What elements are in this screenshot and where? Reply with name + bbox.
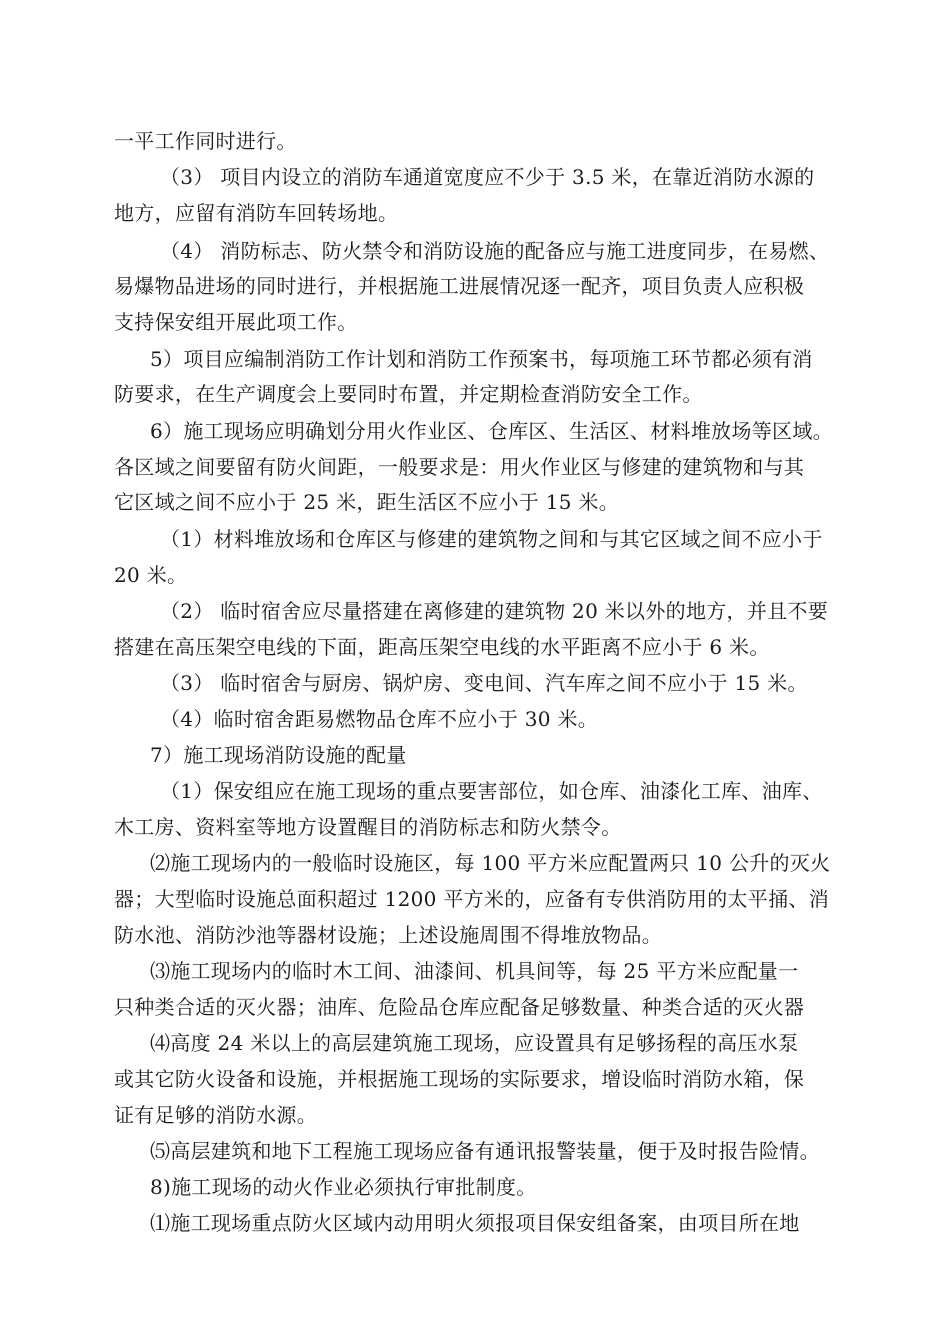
text-line: 木工房、资料室等地方设置醒目的消防标志和防火禁令。 xyxy=(114,815,622,839)
text-line: 各区域之间要留有防火间距，一般要求是：用火作业区与修建的建筑物和与其 xyxy=(114,455,805,479)
text-line: 7）施工现场消防设施的配量 xyxy=(150,743,407,767)
text-line: （4）临时宿舍距易燃物品仓库不应小于 30 米。 xyxy=(160,707,599,731)
text-line: ⑶施工现场内的临时木工间、油漆间、机具间等，每 25 平方米应配量一 xyxy=(150,959,799,983)
text-line: 一平工作同时进行。 xyxy=(114,129,297,153)
text-line: ⑴施工现场重点防火区域内动用明火须报项目保安组备案，由项目所在地 xyxy=(150,1211,800,1235)
text-line: （4） 消防标志、防火禁令和消防设施的配备应与施工进度同步，在易燃、 xyxy=(160,239,830,263)
text-line: （2） 临时宿舍应尽量搭建在离修建的建筑物 20 米以外的地方，并且不要 xyxy=(160,599,829,623)
text-line: 地方，应留有消防车回转场地。 xyxy=(114,201,399,225)
text-line: ⑸高层建筑和地下工程施工现场应备有通讯报警装量，便于及时报告险情。 xyxy=(150,1139,820,1163)
text-line: 6）施工现场应明确划分用火作业区、仓库区、生活区、材料堆放场等区域。 xyxy=(150,419,833,443)
text-line: ⑷高度 24 米以上的高层建筑施工现场，应设置具有足够扬程的高压水泵 xyxy=(150,1031,799,1055)
text-line: （1）材料堆放场和仓库区与修建的建筑物之间和与其它区域之间不应小于 xyxy=(160,527,823,551)
text-line: 证有足够的消防水源。 xyxy=(114,1103,317,1127)
text-line: （3） 临时宿舍与厨房、锅炉房、变电间、汽车库之间不应小于 15 米。 xyxy=(160,671,808,695)
text-line: 8)施工现场的动火作业必须执行审批制度。 xyxy=(150,1175,537,1199)
text-line: 器；大型临时设施总面积超过 1200 平方米的，应备有专供消防用的太平捅、消 xyxy=(114,887,830,911)
text-line: （1）保安组应在施工现场的重点要害部位，如仓库、油漆化工库、油库、 xyxy=(160,779,823,803)
text-line: （3） 项目内设立的消防车通道宽度应不少于 3.5 米，在靠近消防水源的 xyxy=(160,165,815,189)
text-line: 支持保安组开展此项工作。 xyxy=(114,310,358,334)
text-line: 它区域之间不应小于 25 米，距生活区不应小于 15 米。 xyxy=(114,490,620,514)
text-line: 易爆物品进场的同时进行，并根据施工进展情况逐一配齐，项目负责人应积极 xyxy=(114,274,805,298)
text-line: 搭建在高压架空电线的下面，距高压架空电线的水平距离不应小于 6 米。 xyxy=(114,635,770,659)
text-line: 或其它防火设备和设施，并根据施工现场的实际要求，增设临时消防水箱，保 xyxy=(114,1067,805,1091)
text-line: 防水池、消防沙池等器材设施；上述设施周围不得堆放物品。 xyxy=(114,923,663,947)
text-line: 20 米。 xyxy=(114,563,188,587)
text-line: 只种类合适的灭火器；油库、危险品仓库应配备足够数量、种类合适的灭火器 xyxy=(114,995,805,1019)
text-line: 防要求，在生产调度会上要同时布置，并定期检查消防安全工作。 xyxy=(114,382,703,406)
text-line: ⑵施工现场内的一般临时设施区，每 100 平方米应配置两只 10 公升的灭火 xyxy=(150,851,831,875)
text-line: 5）项目应编制消防工作计划和消防工作预案书，每项施工环节都必须有消 xyxy=(150,347,813,371)
